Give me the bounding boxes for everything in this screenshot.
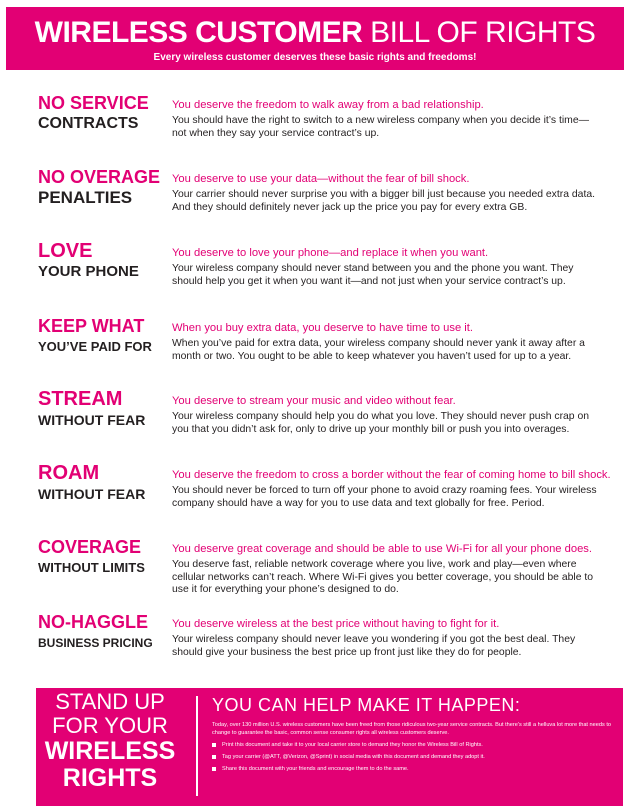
right-label-line1: NO SERVICE: [38, 93, 149, 113]
right-body: You should have the right to switch to a new wireless company when you decide it’s time—not when they say your service contract’s up.: [172, 115, 590, 139]
right-description: [172, 468, 611, 510]
right-description: [172, 617, 602, 659]
right-description: [172, 98, 602, 140]
title-bold: WIRELESS CUSTOMER: [34, 16, 363, 49]
action-text: Share this document with your friends and encourage them to do the same.: [222, 766, 409, 772]
page-subtitle: Every wireless customer deserves these basic rights and freedoms!: [153, 52, 477, 63]
action-list: [212, 741, 614, 773]
stand-line-2: FOR YOUR: [52, 713, 168, 738]
right-label-line2: YOUR PHONE: [38, 263, 139, 280]
action-item: [212, 753, 614, 761]
right-headline: When you buy extra data, you deserve to have time to use it.: [172, 322, 473, 334]
footer-banner: [36, 688, 623, 806]
right-label-line1: ROAM: [38, 462, 100, 484]
right-headline: You deserve to stream your music and video without fear.: [172, 395, 456, 407]
right-body: Your wireless company should never stand between you and the phone you want. They should help you get it when you want it—and not just when your service contract’s up.: [172, 263, 574, 287]
right-headline: You deserve the freedom to walk away from a bad relationship.: [172, 99, 484, 111]
stand-line-1: STAND UP: [55, 689, 165, 714]
right-label-line1: COVERAGE: [38, 537, 142, 557]
right-label: [38, 93, 163, 134]
right-label: [38, 389, 163, 430]
stand-line-4: RIGHTS: [62, 764, 158, 792]
right-headline: You deserve to love your phone—and replace it when you want.: [172, 247, 489, 259]
right-label: [38, 612, 163, 653]
help-text: Today, over 130 million U.S. wireless customers have been freed from those ridiculous two-year service contracts. But there’s still a helluva lot more that needs to change to guarantee the basic, common sense consumer rights all wireless customers deserve.: [212, 722, 611, 736]
right-label: [38, 241, 163, 282]
right-label-line2: PENALTIES: [38, 188, 133, 207]
right-body: Your carrier should never surprise you with a bigger bill just because you needed extra data. And they should definitely never jack up the price you pay for every extra GB.: [172, 189, 595, 213]
footer-divider: [196, 696, 198, 796]
right-label: [38, 463, 163, 504]
square-bullet-icon: [212, 767, 216, 771]
right-body: You should never be forced to turn off your phone to avoid crazy roaming fees. Your wireless company should have a way for you to use data and text globally for free. Period.: [172, 485, 597, 509]
right-label-line1: NO-HAGGLE: [38, 612, 148, 632]
right-label-line2: BUSINESS PRICING: [38, 636, 153, 650]
right-label-line2: WITHOUT FEAR: [38, 412, 146, 428]
right-label-line2: YOU’VE PAID FOR: [38, 339, 152, 354]
page-title: [6, 16, 624, 50]
right-headline: You deserve wireless at the best price without having to fight for it.: [172, 618, 500, 630]
title-light: BILL OF RIGHTS: [370, 16, 596, 49]
right-label: [38, 537, 163, 578]
right-label-line1: KEEP WHAT: [38, 316, 145, 336]
right-label-line1: STREAM: [38, 388, 123, 410]
header-banner: [6, 7, 624, 70]
square-bullet-icon: [212, 755, 216, 759]
action-item: [212, 741, 614, 749]
right-label-line2: CONTRACTS: [38, 115, 139, 132]
right-label-line2: WITHOUT FEAR: [38, 486, 146, 502]
right-label-line1: LOVE: [38, 240, 93, 262]
action-item: [212, 765, 614, 773]
right-headline: You deserve the freedom to cross a border without the fear of coming home to bill shock.: [172, 469, 611, 481]
help-title: YOU CAN HELP MAKE IT HAPPEN:: [212, 695, 521, 715]
right-label-line1: NO OVERAGE: [38, 167, 161, 187]
help-section: [212, 694, 614, 777]
action-text: Print this document and take it to your local carrier store to demand they honor the Wireless Bill of Rights.: [222, 742, 483, 748]
right-label: [38, 167, 163, 208]
right-body: When you’ve paid for extra data, your wireless company should never yank it away after a month or two. You ought to be able to keep whatever you haven’t used for up to a year.: [172, 338, 585, 362]
right-description: [172, 542, 602, 597]
right-description: [172, 321, 602, 363]
action-text: Tag your carrier (@ATT, @Verizon, @Sprint) in social media with this document and demand they adopt it.: [222, 754, 485, 760]
right-body: Your wireless company should help you do what you love. They should never push crap on you that you didn’t ask for, only to drive up your monthly bill or push you into overages.: [172, 411, 590, 435]
right-description: [172, 172, 602, 214]
square-bullet-icon: [212, 743, 216, 747]
right-label: [38, 316, 163, 357]
right-body: You deserve fast, reliable network coverage where you live, work and play—even where cellular networks can’t reach. Where Wi-Fi gives you better coverage, you should be able to use it for everything your phone’s designed to do.: [172, 559, 594, 595]
right-headline: You deserve great coverage and should be able to use Wi-Fi for all your phone does.: [172, 543, 592, 555]
right-body: Your wireless company should never leave you wondering if you got the best deal. They should give your business the best price up front just like they do for people.: [172, 634, 576, 658]
right-headline: You deserve to use your data—without the fear of bill shock.: [172, 173, 470, 185]
right-label-line2: WITHOUT LIMITS: [38, 560, 145, 575]
stand-up-slogan: [36, 690, 184, 792]
right-description: [172, 394, 602, 436]
stand-line-3: WIRELESS: [44, 737, 176, 765]
right-description: [172, 246, 602, 288]
